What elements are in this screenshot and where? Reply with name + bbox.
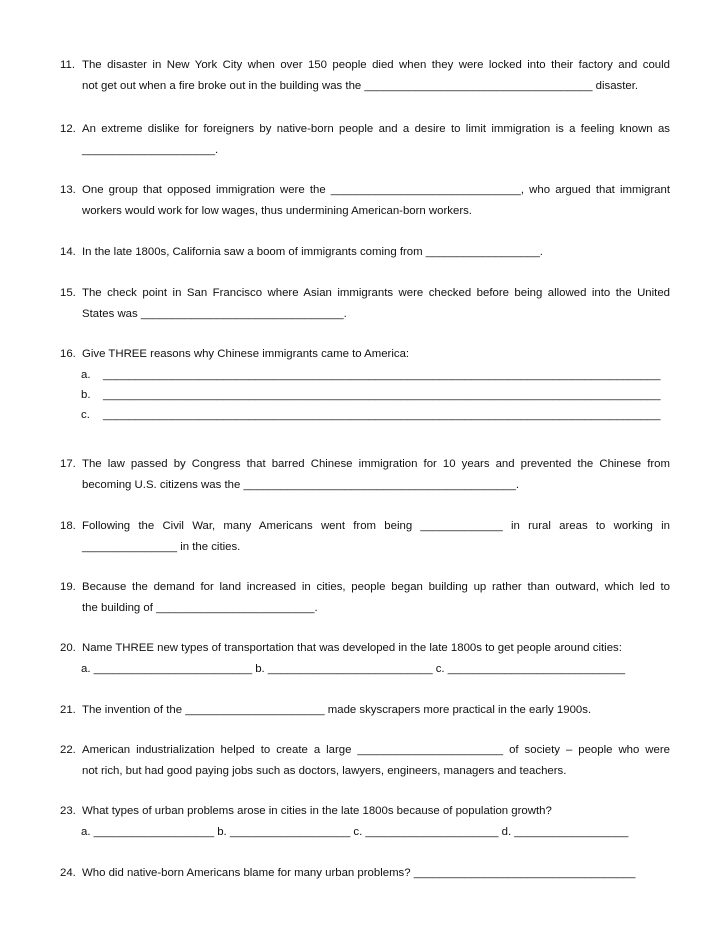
question-24: [60, 863, 670, 884]
question-text: What types of urban problems arose in cities in the late 1800s because of population growth?: [82, 805, 552, 817]
question-number: 11.: [60, 59, 75, 71]
question-text: In the late 1800s, California saw a boom of immigrants coming from __________________.: [82, 246, 543, 258]
question-number: 17.: [60, 458, 76, 470]
question-number: 12.: [60, 123, 76, 135]
answer-label: c.: [81, 409, 90, 421]
question-20: [60, 638, 670, 659]
question-text: the building of _________________________.: [82, 602, 318, 614]
question-text: An extreme dislike for foreigners by native-born people and a desire to limit immigration is a feeling known as: [82, 123, 670, 135]
question-text: The check point in San Francisco where Asian immigrants were checked before being allowed into the United: [82, 287, 670, 299]
question-text: The law passed by Congress that barred Chinese immigration for 10 years and prevented the Chinese from: [82, 458, 670, 470]
question-number: 22.: [60, 744, 76, 756]
answer-line[interactable]: a. ___________________ b. ___________________ c. _____________________ d. __________________: [81, 826, 629, 838]
answer-label: b.: [81, 389, 91, 401]
answer-blank: ________________________________________________________________________________________: [103, 409, 661, 421]
question-12: [60, 119, 670, 161]
question-17: [60, 454, 670, 496]
question-text: not rich, but had good paying jobs such as doctors, lawyers, engineers, managers and teachers.: [82, 765, 567, 777]
question-number: 21.: [60, 704, 76, 716]
answer-blank: ________________________________________________________________________________________: [103, 389, 661, 401]
question-text: Because the demand for land increased in cities, people began building up rather than outward, which led to: [82, 581, 670, 593]
question-text: _______________ in the cities.: [82, 541, 241, 553]
answer-line-a[interactable]: [81, 365, 671, 385]
question-23: [60, 801, 670, 822]
question-number: 24.: [60, 867, 76, 879]
question-number: 15.: [60, 287, 76, 299]
question-13: [60, 180, 670, 222]
question-number: 16.: [60, 348, 76, 360]
answer-label: a.: [81, 369, 91, 381]
question-number: 13.: [60, 184, 76, 196]
question-number: 19.: [60, 581, 76, 593]
question-text: _____________________.: [82, 144, 219, 156]
question-text: One group that opposed immigration were the ______________________________, who argued that immigrant: [82, 184, 670, 196]
answer-line-c[interactable]: [81, 405, 671, 425]
answer-line[interactable]: a. _________________________ b. __________________________ c. ____________________________: [81, 663, 626, 675]
question-18: [60, 516, 670, 558]
question-number: 14.: [60, 246, 76, 258]
question-text: workers would work for low wages, thus undermining American-born workers.: [82, 205, 472, 217]
question-22: [60, 740, 670, 782]
question-text: Give THREE reasons why Chinese immigrants came to America:: [82, 348, 410, 360]
question-text: not get out when a fire broke out in the building was the ____________________________________ disaster.: [82, 80, 639, 92]
question-text: Name THREE new types of transportation that was developed in the late 1800s to get people around cities:: [82, 642, 622, 654]
question-16: [60, 344, 670, 365]
question-text: Following the Civil War, many Americans went from being _____________ in rural areas to working in: [82, 520, 670, 532]
question-number: 23.: [60, 805, 76, 817]
question-text: becoming U.S. citizens was the ___________________________________________.: [82, 479, 520, 491]
question-text: Who did native-born Americans blame for many urban problems? ___________________________________: [82, 867, 636, 879]
question-19: [60, 577, 670, 619]
question-11: [60, 55, 670, 97]
question-text: The invention of the ______________________ made skyscrapers more practical in the early 1900s.: [82, 704, 592, 716]
question-number: 18.: [60, 520, 76, 532]
question-14: [60, 242, 670, 263]
question-number: 20.: [60, 642, 76, 654]
answer-line-b[interactable]: [81, 385, 671, 405]
question-text: States was ________________________________.: [82, 308, 347, 320]
question-21: [60, 700, 670, 721]
question-15: [60, 283, 670, 325]
question-text: American industrialization helped to create a large _______________________ of society – people who were: [82, 744, 670, 756]
question-text: The disaster in New York City when over 150 people died when they were locked into their factory and could: [82, 59, 670, 71]
answer-blank: ________________________________________________________________________________________: [103, 369, 661, 381]
